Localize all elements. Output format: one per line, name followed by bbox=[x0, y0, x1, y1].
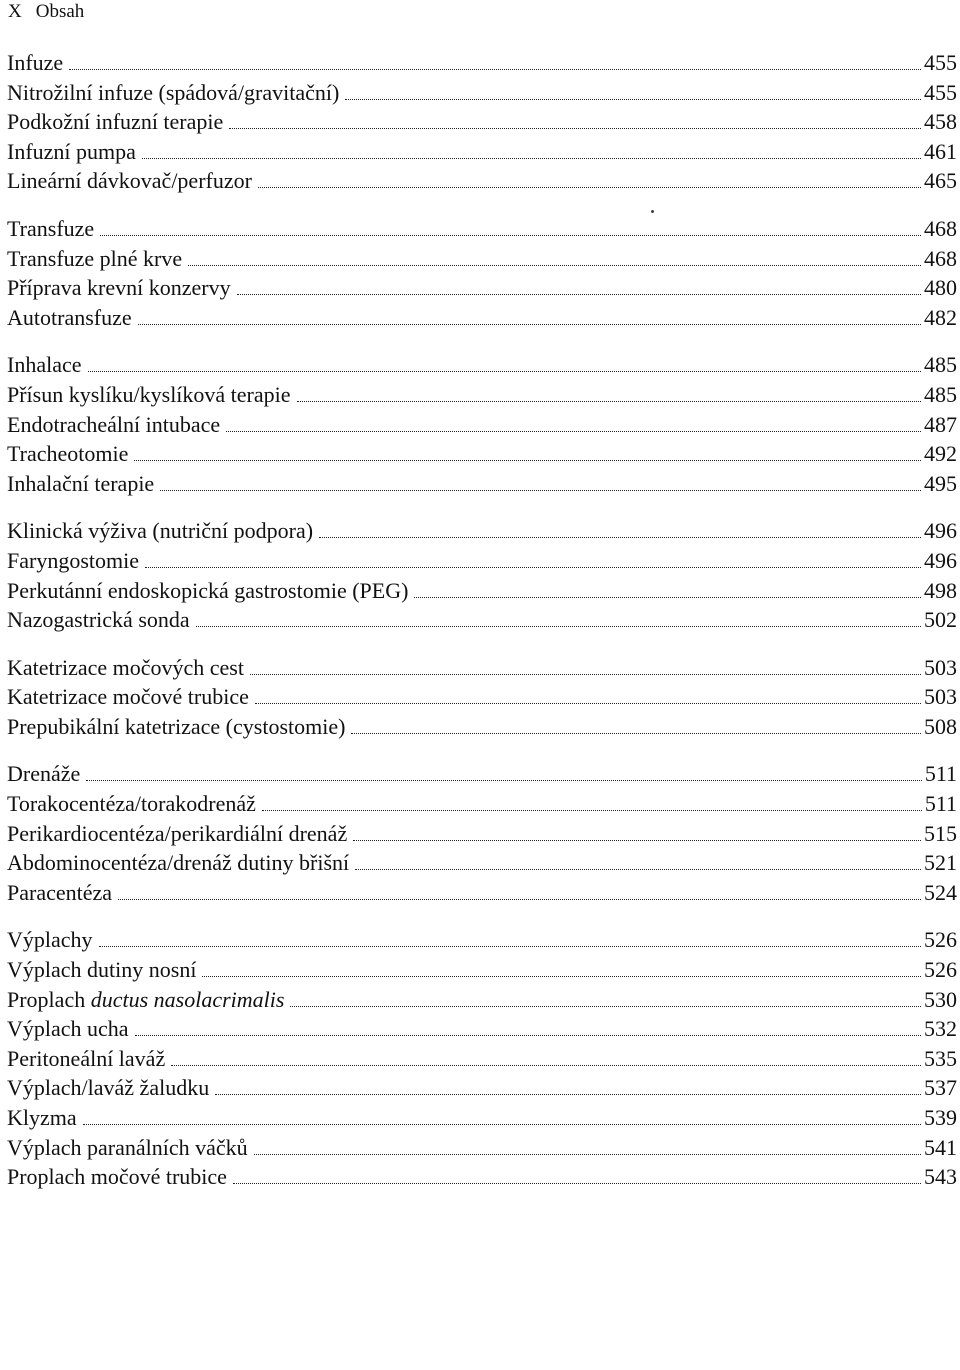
toc-entry-label bbox=[7, 848, 349, 878]
dot-leader bbox=[353, 839, 921, 841]
toc-entry-label bbox=[7, 985, 284, 1015]
toc-entry-page: 539 bbox=[924, 1105, 957, 1130]
dot-leader bbox=[88, 370, 922, 372]
toc-entry-page: 503 bbox=[924, 654, 957, 680]
dot-leader bbox=[118, 898, 921, 900]
dot-leader bbox=[355, 868, 921, 870]
toc-entry[interactable] bbox=[7, 166, 957, 196]
dot-leader bbox=[100, 234, 921, 236]
toc-entry-text: Infuze bbox=[7, 50, 64, 75]
toc-entry-label bbox=[7, 48, 63, 78]
toc-entry[interactable] bbox=[7, 1014, 957, 1044]
dot-leader bbox=[188, 264, 921, 266]
toc-entry-text: Transfuze plné krve bbox=[7, 245, 183, 271]
toc-entry[interactable] bbox=[7, 380, 957, 410]
toc-entry-page: 526 bbox=[924, 957, 957, 983]
toc-entry-page: 530 bbox=[924, 986, 957, 1012]
toc-entry[interactable] bbox=[7, 469, 957, 499]
toc-entry-label bbox=[7, 955, 196, 985]
page-number: X bbox=[8, 1, 22, 22]
toc-entry-text: Proplach bbox=[7, 986, 86, 1012]
toc-entry-text: Nazogastrická sonda bbox=[7, 607, 190, 633]
toc-entry-text: Torakocentéza/torakodrenáž bbox=[7, 791, 256, 817]
toc-group bbox=[7, 350, 957, 498]
dot-leader bbox=[414, 596, 921, 598]
toc-entry-label bbox=[7, 244, 182, 274]
toc-entry-label bbox=[7, 925, 93, 955]
toc-entry-label bbox=[7, 107, 223, 137]
toc-entry-label bbox=[7, 303, 132, 333]
toc-entry-text: Paracentéza bbox=[7, 879, 113, 905]
toc-entry-text: Výplach dutiny nosní bbox=[7, 957, 197, 983]
toc-entry-text: Autotransfuze bbox=[7, 304, 132, 330]
toc-entry[interactable] bbox=[7, 1103, 957, 1133]
dot-leader bbox=[262, 809, 922, 811]
toc-entry-label bbox=[7, 878, 112, 908]
toc-entry[interactable] bbox=[7, 137, 957, 167]
dot-leader bbox=[250, 673, 921, 675]
toc-entry[interactable] bbox=[7, 78, 957, 108]
dot-leader bbox=[297, 400, 921, 402]
toc-entry-text: Lineární dávkovač/perfuzor bbox=[7, 168, 252, 194]
toc-entry-text: Prepubikální katetrizace (cystostomie) bbox=[7, 713, 346, 739]
toc-entry-label bbox=[7, 469, 154, 499]
toc-entry-text: Výplach/laváž žaludku bbox=[7, 1075, 210, 1101]
toc-entry[interactable] bbox=[7, 925, 957, 955]
dot-leader bbox=[290, 1005, 921, 1007]
toc-entry[interactable] bbox=[7, 682, 957, 712]
toc-entry-page: 482 bbox=[924, 304, 957, 330]
toc-entry-page: 480 bbox=[924, 275, 957, 301]
dot-leader bbox=[215, 1093, 921, 1095]
toc-entry-label bbox=[7, 214, 94, 244]
dot-leader bbox=[83, 1123, 921, 1125]
page-header bbox=[8, 0, 84, 24]
toc-entry[interactable] bbox=[7, 244, 957, 274]
toc-entry-label bbox=[7, 1014, 129, 1044]
toc-entry-page: 487 bbox=[924, 411, 957, 437]
toc-entry-text: Klinická výživa (nutriční podpora) bbox=[7, 518, 314, 544]
toc-entry-page: 543 bbox=[924, 1164, 957, 1190]
dot-leader bbox=[237, 293, 921, 295]
toc-entry[interactable] bbox=[7, 1162, 957, 1192]
toc-entry-page: 485 bbox=[924, 381, 957, 407]
toc-entry[interactable] bbox=[7, 605, 957, 635]
toc-entry[interactable] bbox=[7, 1133, 957, 1163]
toc-entry-label bbox=[7, 410, 220, 440]
toc-entry-text: Klyzma bbox=[7, 1105, 77, 1130]
toc-group bbox=[7, 925, 957, 1191]
toc-entry-label bbox=[7, 1103, 77, 1133]
dot-leader bbox=[134, 459, 921, 461]
toc-entry-label bbox=[7, 516, 313, 546]
toc-entry-page: 468 bbox=[924, 215, 957, 241]
toc-entry-label bbox=[7, 78, 339, 108]
toc-entry-text: Výplach ucha bbox=[7, 1016, 129, 1042]
toc-group bbox=[7, 653, 957, 742]
toc-entry[interactable] bbox=[7, 653, 957, 683]
toc-group bbox=[7, 48, 957, 196]
toc-entry-label bbox=[7, 789, 256, 819]
toc-entry-page: 535 bbox=[924, 1045, 957, 1071]
toc-entry-text: Katetrizace močových cest bbox=[7, 654, 244, 680]
toc-entry-label bbox=[7, 819, 347, 849]
toc-entry-label bbox=[7, 1133, 248, 1163]
toc-entry-page: 492 bbox=[924, 441, 957, 467]
toc-entry-label bbox=[7, 605, 190, 635]
toc-entry-label bbox=[7, 653, 244, 683]
table-of-contents bbox=[7, 48, 957, 1210]
toc-entry-label bbox=[7, 712, 345, 742]
toc-entry-label bbox=[7, 439, 128, 469]
toc-entry-page: 532 bbox=[924, 1016, 957, 1042]
toc-entry-label bbox=[7, 1162, 227, 1192]
toc-entry[interactable] bbox=[7, 439, 957, 469]
dot-leader bbox=[69, 68, 921, 70]
toc-entry-italic-text: ductus nasolacrimalis bbox=[90, 986, 285, 1012]
dot-leader bbox=[142, 157, 921, 159]
toc-entry[interactable] bbox=[7, 546, 957, 576]
toc-entry-label bbox=[7, 576, 408, 606]
toc-entry-label bbox=[7, 380, 291, 410]
toc-entry-page: 455 bbox=[924, 50, 957, 75]
toc-entry-text: Nitrožilní infuze (spádová/gravitační) bbox=[7, 79, 340, 105]
page-title: Obsah bbox=[35, 1, 85, 22]
toc-entry-text: Příprava krevní konzervy bbox=[7, 275, 231, 301]
dot-leader bbox=[202, 975, 921, 977]
toc-entry-label bbox=[7, 1073, 209, 1103]
toc-entry-page: 461 bbox=[924, 138, 957, 164]
dot-leader bbox=[255, 702, 921, 704]
toc-entry-text: Abdominocentéza/drenáž dutiny břišní bbox=[7, 850, 350, 876]
toc-entry[interactable] bbox=[7, 516, 957, 546]
toc-entry-page: 455 bbox=[924, 79, 957, 105]
dot-leader bbox=[86, 779, 922, 781]
toc-entry-page: 508 bbox=[924, 713, 957, 739]
toc-entry-text: Faryngostomie bbox=[7, 547, 139, 573]
toc-entry[interactable] bbox=[7, 955, 957, 985]
toc-entry-text: Proplach močové trubice bbox=[7, 1164, 227, 1190]
toc-entry-page: 524 bbox=[924, 879, 957, 905]
dot-leader bbox=[145, 566, 921, 568]
toc-entry-label bbox=[7, 759, 80, 789]
toc-entry-text: Perkutánní endoskopická gastrostomie (PEG) bbox=[7, 577, 409, 603]
toc-entry-page: 458 bbox=[924, 109, 957, 135]
toc-entry-page: 498 bbox=[924, 577, 957, 603]
dot-leader bbox=[226, 430, 921, 432]
toc-entry-text: Inhalace bbox=[7, 352, 82, 378]
toc-entry[interactable] bbox=[7, 576, 957, 606]
toc-entry-label bbox=[7, 682, 249, 712]
dot-leader bbox=[351, 732, 921, 734]
toc-entry-page: 537 bbox=[924, 1075, 957, 1101]
dot-leader bbox=[196, 625, 921, 627]
toc-entry-text: Katetrizace močové trubice bbox=[7, 684, 249, 710]
toc-entry-page: 496 bbox=[924, 518, 957, 544]
toc-entry[interactable] bbox=[7, 303, 957, 333]
toc-entry[interactable] bbox=[7, 1073, 957, 1103]
toc-entry[interactable] bbox=[7, 878, 957, 908]
toc-entry[interactable] bbox=[7, 712, 957, 742]
toc-entry[interactable] bbox=[7, 759, 957, 789]
dot-leader bbox=[345, 98, 921, 100]
toc-entry-page: 521 bbox=[924, 850, 957, 876]
toc-entry-page: 468 bbox=[924, 245, 957, 271]
toc-group bbox=[7, 516, 957, 634]
dot-leader bbox=[233, 1182, 921, 1184]
toc-entry-text: Endotracheální intubace bbox=[7, 411, 221, 437]
toc-entry-text: Perikardiocentéza/perikardiální drenáž bbox=[7, 820, 348, 846]
toc-entry-label bbox=[7, 350, 82, 380]
dot-leader bbox=[254, 1153, 921, 1155]
toc-entry[interactable] bbox=[7, 410, 957, 440]
toc-entry-text: Tracheotomie bbox=[7, 441, 129, 467]
toc-entry-text: Drenáže bbox=[7, 761, 81, 787]
toc-entry-page: 495 bbox=[924, 470, 957, 496]
toc-entry[interactable] bbox=[7, 273, 957, 303]
dot-leader bbox=[160, 489, 921, 491]
toc-entry-text: Výplachy bbox=[7, 927, 93, 953]
toc-entry[interactable] bbox=[7, 1044, 957, 1074]
dot-leader bbox=[258, 186, 921, 188]
toc-entry-page: 503 bbox=[924, 684, 957, 710]
dot-leader bbox=[171, 1064, 921, 1066]
toc-entry[interactable] bbox=[7, 789, 957, 819]
toc-entry-page: 515 bbox=[924, 820, 957, 846]
toc-entry[interactable] bbox=[7, 985, 957, 1015]
toc-entry[interactable] bbox=[7, 848, 957, 878]
toc-group bbox=[7, 759, 957, 907]
dot-leader bbox=[135, 1034, 921, 1036]
toc-entry-text: Výplach paranálních váčků bbox=[7, 1134, 248, 1160]
dot-leader bbox=[319, 536, 921, 538]
dot-leader bbox=[229, 127, 921, 129]
toc-entry[interactable] bbox=[7, 107, 957, 137]
toc-entry-label bbox=[7, 273, 231, 303]
toc-entry-label bbox=[7, 166, 252, 196]
toc-entry[interactable] bbox=[7, 48, 957, 78]
toc-entry-page: 485 bbox=[924, 352, 957, 378]
toc-entry-text: Inhalační terapie bbox=[7, 470, 155, 496]
toc-entry[interactable] bbox=[7, 819, 957, 849]
toc-entry-text: Transfuze bbox=[7, 215, 95, 241]
dot-leader bbox=[99, 945, 921, 947]
toc-entry-text: Infuzní pumpa bbox=[7, 138, 136, 164]
toc-entry-label bbox=[7, 137, 136, 167]
toc-entry-page: 465 bbox=[924, 168, 957, 194]
toc-group bbox=[7, 214, 957, 332]
toc-entry-page: 526 bbox=[924, 927, 957, 953]
toc-entry[interactable] bbox=[7, 350, 957, 380]
toc-entry-page: 511 bbox=[924, 791, 957, 817]
toc-entry[interactable] bbox=[7, 214, 957, 244]
toc-entry-page: 502 bbox=[924, 607, 957, 633]
toc-entry-page: 496 bbox=[924, 547, 957, 573]
dot-leader bbox=[138, 323, 921, 325]
toc-entry-page: 511 bbox=[924, 761, 957, 787]
toc-entry-label bbox=[7, 1044, 165, 1074]
toc-entry-text: Přísun kyslíku/kyslíková terapie bbox=[7, 381, 291, 407]
toc-entry-text: Peritoneální laváž bbox=[7, 1045, 166, 1071]
toc-entry-page: 541 bbox=[924, 1134, 957, 1160]
toc-entry-label bbox=[7, 546, 139, 576]
toc-entry-text: Podkožní infuzní terapie bbox=[7, 109, 224, 135]
